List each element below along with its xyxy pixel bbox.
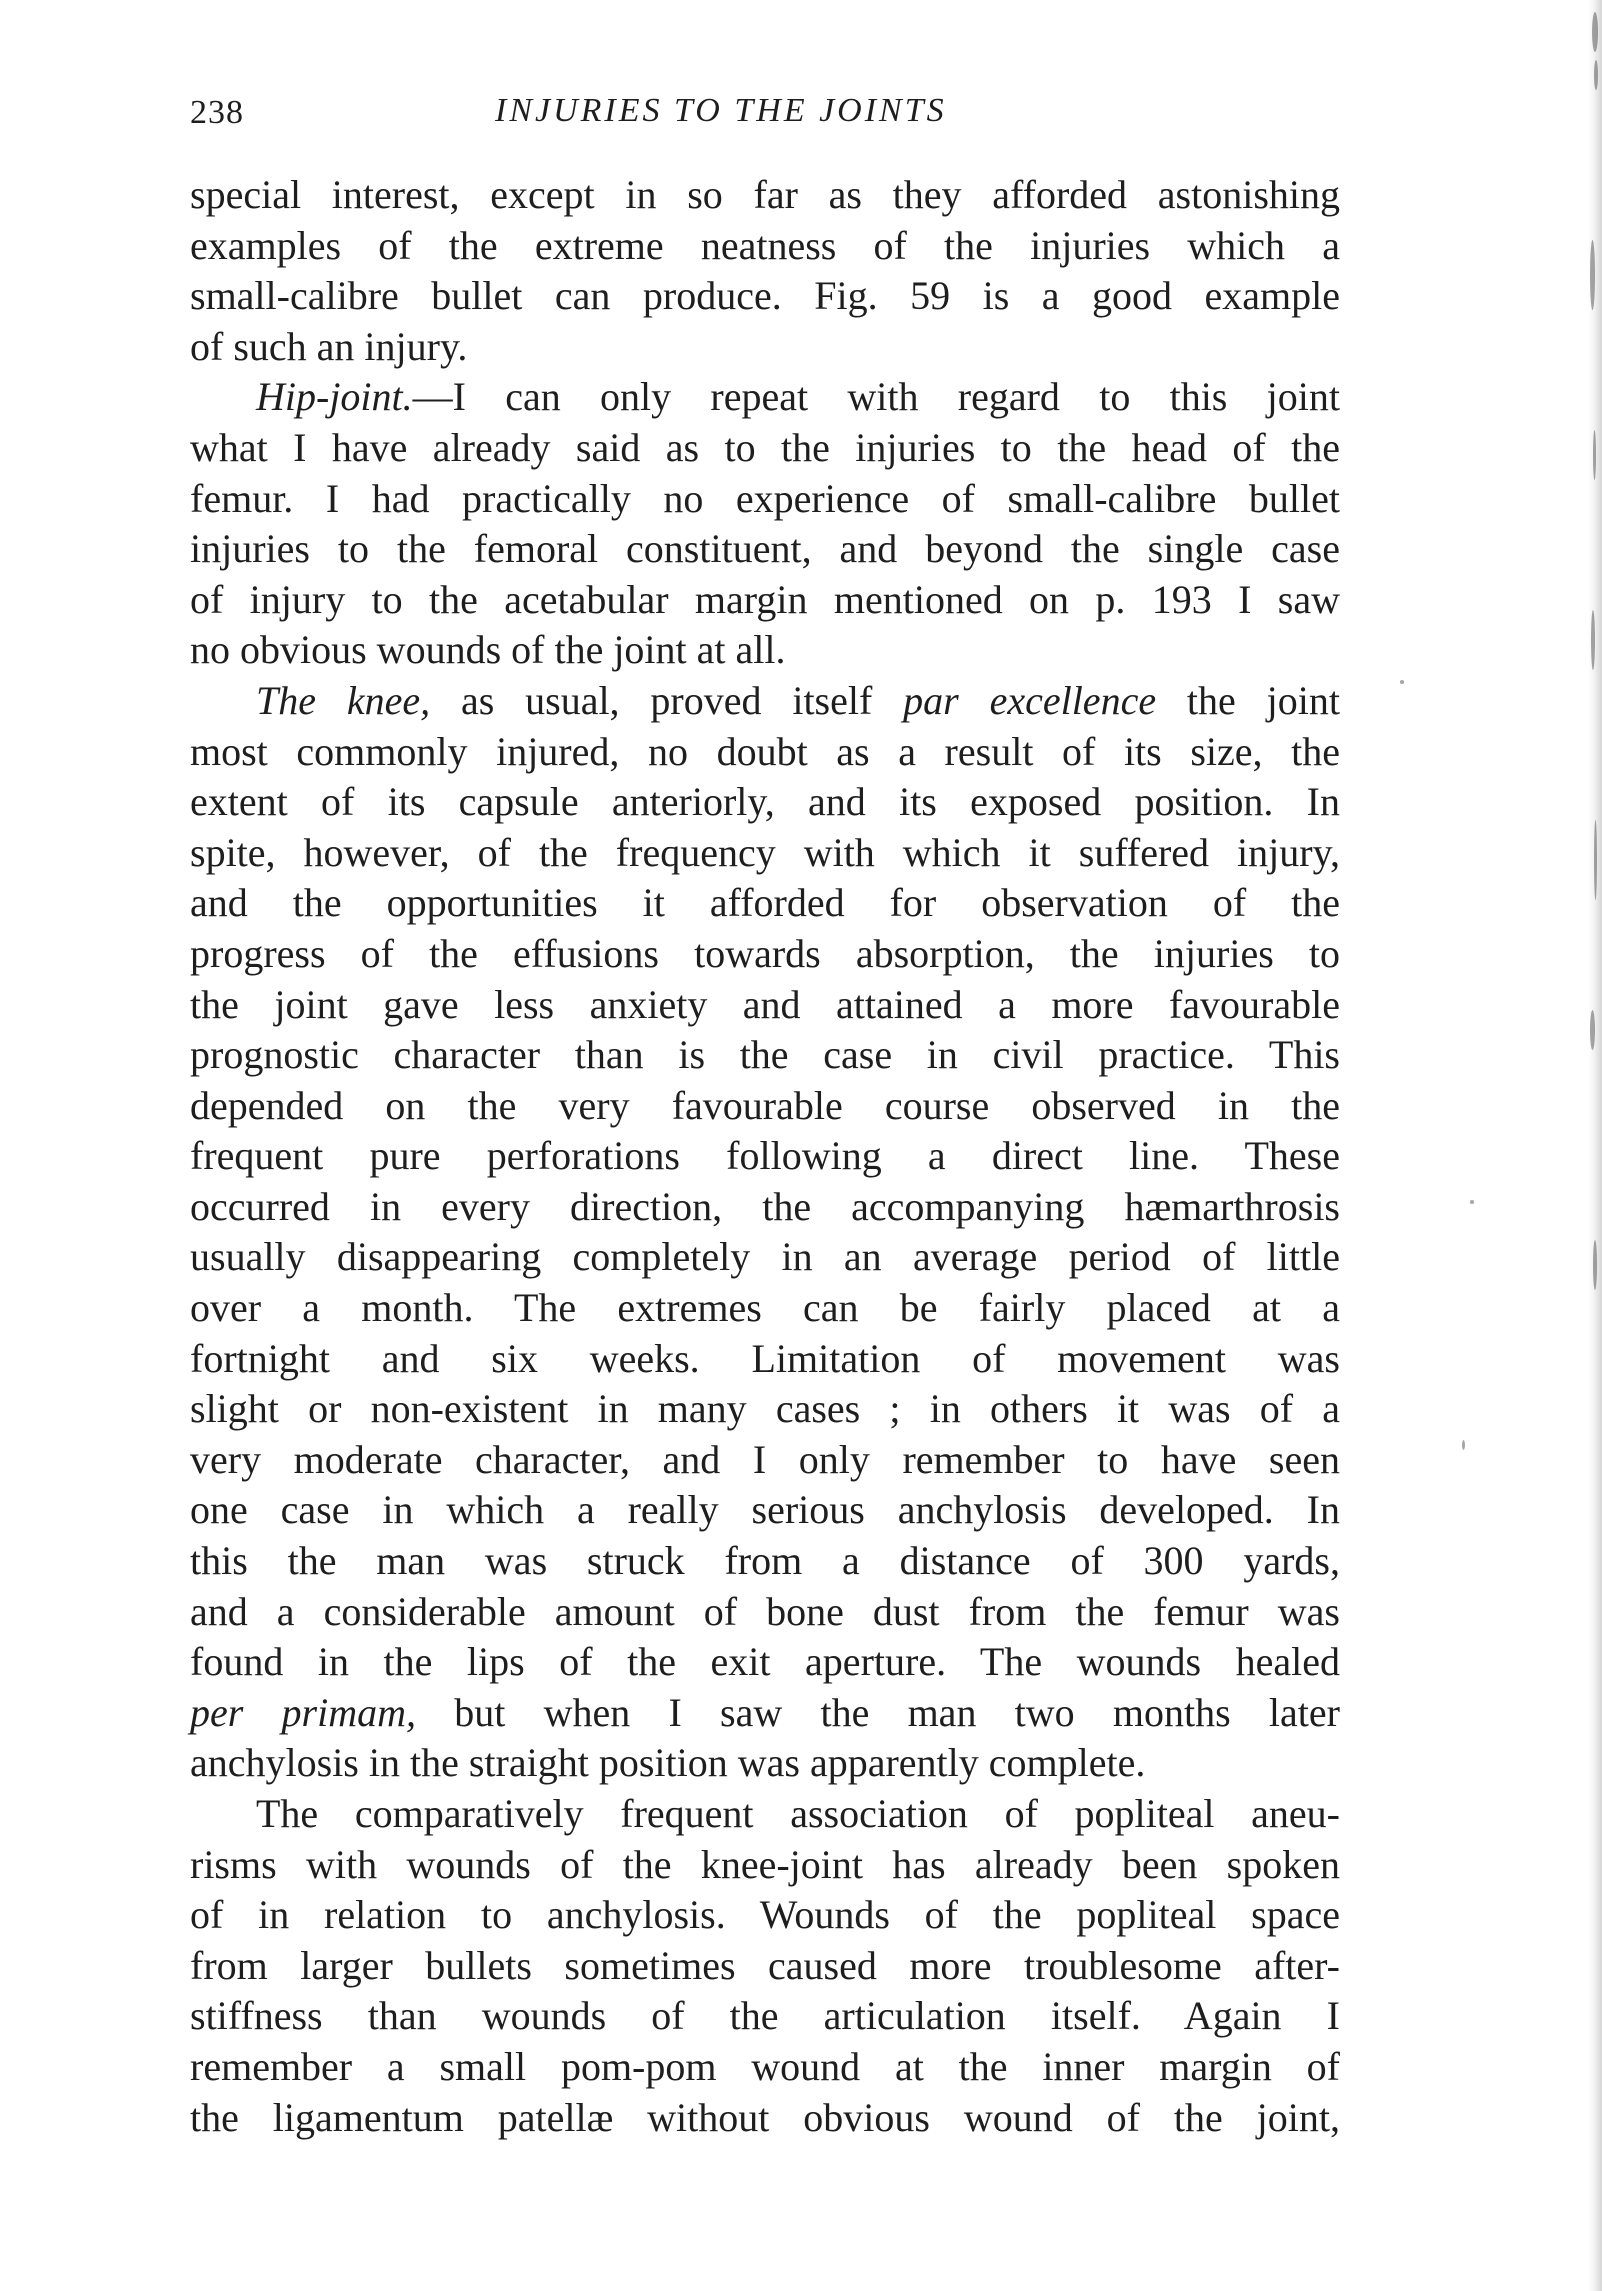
- text-segment: prognostic character than is the case in civil practice. This: [190, 1032, 1340, 1078]
- text-line: [190, 1890, 1340, 1941]
- text-line: [190, 322, 1340, 373]
- text-segment: and the opportunities it afforded for observation of the: [190, 880, 1340, 926]
- text-line: [190, 1789, 1340, 1840]
- text-segment: but when I saw the man two months later: [416, 1689, 1340, 1735]
- text-segment: risms with wounds of the knee-joint has already been spoken: [190, 1841, 1340, 1887]
- text-segment: and a considerable amount of bone dust from the femur was: [190, 1588, 1340, 1634]
- text-segment: of injury to the acetabular margin mentioned on p. 193 I saw: [190, 576, 1340, 622]
- text-line: [190, 1840, 1340, 1891]
- text-line: [190, 1536, 1340, 1587]
- text-segment: femur. I had practically no experience of small-calibre bullet: [190, 475, 1340, 521]
- text-line: [190, 524, 1340, 575]
- scan-speck: [1470, 1200, 1474, 1204]
- text-line: [190, 2093, 1340, 2144]
- text-segment: progress of the effusions towards absorption, the injuries to: [190, 930, 1340, 976]
- text-line: [190, 1587, 1340, 1638]
- text-segment: found in the lips of the exit aperture. The wounds healed: [190, 1639, 1340, 1685]
- scan-speck: [1400, 680, 1404, 684]
- italic-text: par excellence: [903, 677, 1157, 723]
- scan-speck: [1593, 1240, 1597, 1290]
- scan-speck: [1592, 12, 1598, 52]
- text-segment: spite, however, of the frequency with which it suffered injury,: [190, 829, 1340, 875]
- text-line: [190, 474, 1340, 525]
- text-line: [190, 1435, 1340, 1486]
- text-line: [190, 372, 1340, 423]
- text-segment: The comparatively frequent association of popliteal aneu-: [256, 1791, 1340, 1836]
- italic-text: per primam,: [190, 1689, 417, 1735]
- text-segment: remember a small pom-pom wound at the inner margin of: [190, 2043, 1340, 2089]
- text-segment: over a month. The extremes can be fairly placed at a: [190, 1285, 1340, 1331]
- text-line: [190, 423, 1340, 474]
- text-segment: most commonly injured, no doubt as a result of its size, the: [190, 728, 1340, 774]
- text-line: [190, 271, 1340, 322]
- text-line: [190, 676, 1340, 727]
- scan-edge-shadow: [1588, 0, 1602, 2291]
- text-line: [190, 1182, 1340, 1233]
- text-segment: as usual, proved itself: [430, 677, 904, 723]
- text-line: [190, 1131, 1340, 1182]
- text-segment: of such an injury.: [190, 323, 468, 369]
- text-segment: slight or non-existent in many cases ; in others it was of a: [190, 1386, 1340, 1432]
- text-segment: special interest, except in so far as they afforded astonishing: [190, 172, 1340, 217]
- text-segment: what I have already said as to the injuries to the head of the: [190, 424, 1340, 470]
- text-line: [190, 828, 1340, 879]
- text-line: [190, 170, 1340, 221]
- scan-speck: [1591, 610, 1595, 670]
- text-segment: this the man was struck from a distance of 300 yards,: [190, 1538, 1340, 1584]
- text-line: [190, 1738, 1340, 1789]
- text-line: [190, 1941, 1340, 1992]
- page-number: 238: [190, 94, 244, 131]
- text-line: [190, 2042, 1340, 2093]
- text-segment: examples of the extreme neatness of the injuries which a: [190, 222, 1340, 268]
- scan-speck: [1594, 820, 1597, 900]
- text-segment: the joint: [1156, 677, 1340, 723]
- italic-text: Hip-joint.: [256, 374, 413, 420]
- text-segment: —I can only repeat with regard to this joint: [412, 374, 1340, 420]
- text-segment: stiffness than wounds of the articulation itself. Again I: [190, 1993, 1340, 2039]
- text-line: [190, 777, 1340, 828]
- running-head: INJURIES TO THE JOINTS: [495, 92, 947, 129]
- text-line: [190, 878, 1340, 929]
- text-segment: fortnight and six weeks. Limitation of movement was: [190, 1335, 1340, 1381]
- text-segment: depended on the very favourable course observed in the: [190, 1082, 1340, 1128]
- text-segment: very moderate character, and I only remember to have seen: [190, 1436, 1340, 1482]
- page-header: [190, 86, 1340, 146]
- text-segment: of in relation to anchylosis. Wounds of the popliteal space: [190, 1892, 1340, 1938]
- text-segment: from larger bullets sometimes caused more troublesome after-: [190, 1942, 1340, 1988]
- text-segment: usually disappearing completely in an average period of little: [190, 1234, 1340, 1280]
- text-segment: the joint gave less anxiety and attained a more favourable: [190, 981, 1340, 1027]
- text-line: [190, 1637, 1340, 1688]
- text-segment: injuries to the femoral constituent, and beyond the single case: [190, 526, 1340, 572]
- text-segment: occurred in every direction, the accompanying hæmarthrosis: [190, 1183, 1340, 1229]
- text-line: [190, 575, 1340, 626]
- text-line: [190, 1081, 1340, 1132]
- text-segment: the ligamentum patellæ without obvious wound of the joint,: [190, 2094, 1340, 2140]
- text-line: [190, 1283, 1340, 1334]
- text-segment: one case in which a really serious anchylosis developed. In: [190, 1487, 1340, 1533]
- text-line: [190, 1030, 1340, 1081]
- text-line: [190, 1384, 1340, 1435]
- text-line: [190, 1485, 1340, 1536]
- scan-speck: [1593, 430, 1596, 480]
- text-segment: extent of its capsule anteriorly, and its exposed position. In: [190, 779, 1340, 825]
- text-line: [190, 727, 1340, 778]
- text-line: [190, 221, 1340, 272]
- scan-speck: [1462, 1440, 1465, 1450]
- text-line: [190, 1991, 1340, 2042]
- text-segment: anchylosis in the straight position was apparently complete.: [190, 1740, 1146, 1786]
- text-segment: frequent pure perforations following a direct line. These: [190, 1133, 1340, 1179]
- text-line: [190, 1232, 1340, 1283]
- text-segment: small-calibre bullet can produce. Fig. 59 is a good example: [190, 273, 1340, 319]
- text-line: [190, 1688, 1340, 1739]
- text-line: [190, 980, 1340, 1031]
- text-line: [190, 1334, 1340, 1385]
- scan-speck: [1590, 1010, 1595, 1050]
- text-line: [190, 929, 1340, 980]
- scan-speck: [1594, 60, 1598, 90]
- scan-speck: [1590, 240, 1595, 310]
- body-text: [190, 170, 1340, 2143]
- text-line: [190, 625, 1340, 676]
- text-segment: no obvious wounds of the joint at all.: [190, 627, 786, 673]
- italic-text: The knee,: [256, 677, 431, 723]
